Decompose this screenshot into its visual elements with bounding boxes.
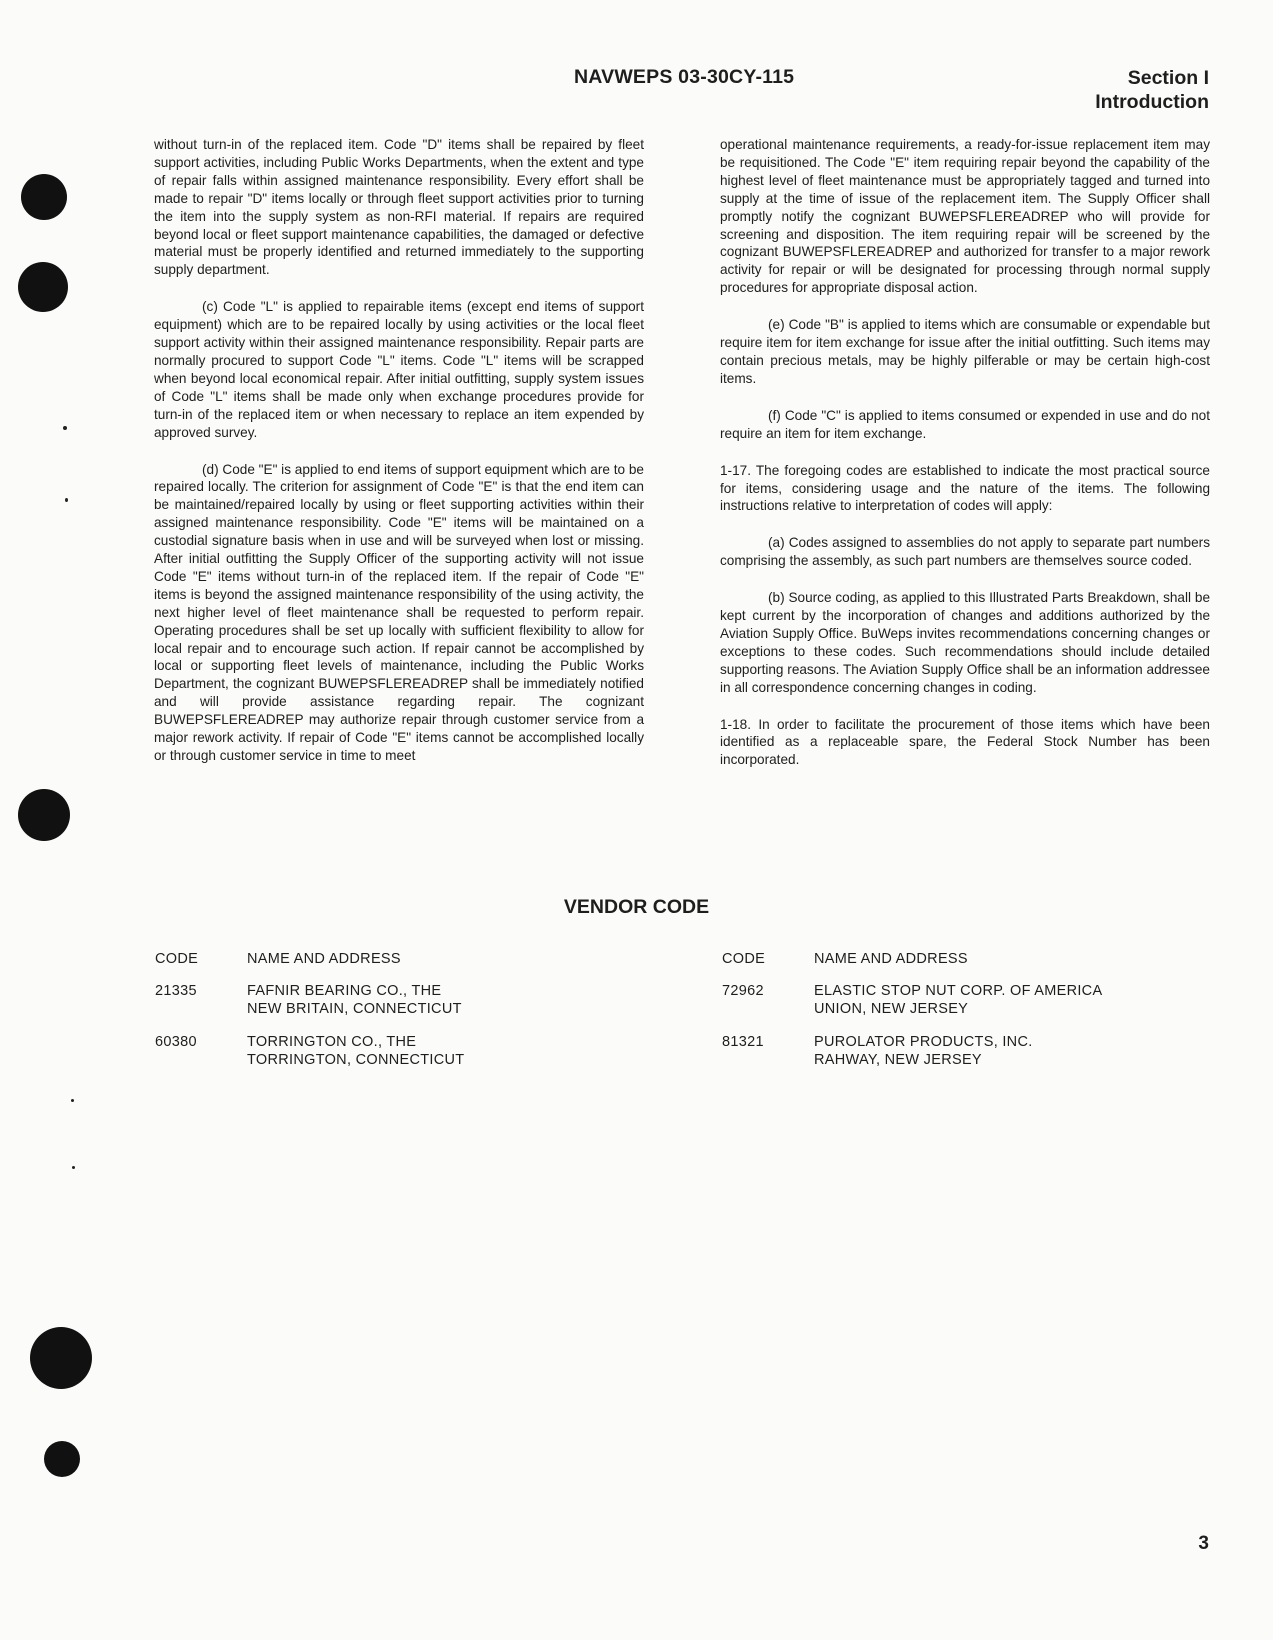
vendor-address: NEW BRITAIN, CONNECTICUT — [247, 1001, 462, 1017]
paragraph: operational maintenance requirements, a ready-for-issue replacement item may be requisitioned. The Code "E" item requiring repair beyond the capability of the highest level of fleet maintenance must be appropriately tagged and turned into supply at the time of issue of the replacement item. The Supply Officer shall promptly notify the cognizant BUWEPSFLEREADREP who will provide for screening and disposition. The item requiring repair will be screened by the cognizant BUWEPSFLEREADREP and authorized for transfer to a major rework activity for repair or will be designated for processing through normal supply procedures for appropriate disposal action. — [720, 137, 1210, 296]
vendor-row — [722, 1033, 1174, 1070]
vendor-name: FAFNIR BEARING CO., THE — [247, 982, 442, 999]
vendor-table-header — [155, 950, 607, 969]
vendor-row — [155, 982, 607, 1019]
paragraph: (f) Code "C" is applied to items consumed or expended in use and do not require an item for item exchange. — [720, 407, 1210, 441]
vendor-name-address — [247, 982, 607, 1019]
vendor-code-title: VENDOR CODE — [563, 896, 710, 918]
vendor-name: PUROLATOR PRODUCTS, INC. — [814, 1033, 1033, 1050]
vendor-table-header — [722, 950, 1174, 969]
vendor-code: 81321 — [722, 1033, 764, 1050]
vendor-code: 72962 — [722, 982, 764, 999]
right-text-column — [720, 136, 1210, 788]
vendor-address: TORRINGTON, CONNECTICUT — [247, 1052, 465, 1068]
code-column-header: CODE — [722, 951, 766, 967]
scan-speck — [71, 1099, 74, 1102]
section-label: Section I — [1127, 67, 1209, 89]
paragraph: (d) Code "E" is applied to end items of support equipment which are to be repaired locally. The criterion for assignment of Code "E" is that the end item can be maintained/repaired locally by using or fleet supporting activities within their assigned maintenance responsibility. Code "E" items will be maintained on a custodial signature basis when in use and will be surveyed when lost or missing. After initial outfitting the Supply Officer of the supporting activity will not issue Code "E" items without turn-in of the replaced item. If the repair of Code "E" items is beyond the assigned maintenance responsibility of the using activity, the next higher level of fleet maintenance shall be requested to perform repair. Operating procedures shall be set up locally with sufficient flexibility to allow for local repair and to encourage such action. If repair cannot be accomplished by local or supporting fleet levels of maintenance, including the Public Works Department, the cognizant BUWEPSFLEREADREP shall be immediately notified and will provide assistance regarding repair. The cognizant BUWEPSFLEREADREP may authorize repair through customer service from a major rework activity. If repair of Code "E" items cannot be accomplished locally or through customer service in time to meet — [154, 461, 644, 763]
paragraph: 1-18. In order to facilitate the procurement of those items which have been identified as a replaceable spare, the Federal Stock Number has been incorporated. — [720, 716, 1210, 768]
paragraph: (c) Code "L" is applied to repairable items (except end items of support equipment) which are to be repaired locally by using activities or the local fleet support activity within their assigned maintenance responsibility. Repair parts are normally procured to support Code "L" items. Code "L" items will be scrapped when beyond local economical repair. After initial outfitting, supply system issues of Code "L" items shall be made only when exchange procedures provide for turn-in of the replaced item or when necessary to replace an item expended by approved survey. — [154, 299, 644, 440]
paragraph: without turn-in of the replaced item. Code "D" items shall be repaired by fleet support activities, including Public Works Departments, when the extent and type of repair falls within assigned maintenance responsibility. Every effort shall be made to repair "D" items locally or through fleet support activities prior to turning the item into the supply system as non-RFI material. If repairs are required beyond local or fleet support maintenance capabilities, the damaged or defective material must be properly identified and returned immediately to the supporting supply department. — [154, 137, 644, 278]
vendor-address: UNION, NEW JERSEY — [814, 1001, 969, 1017]
binder-hole — [30, 1327, 92, 1389]
code-column-header: CODE — [155, 951, 199, 967]
vendor-name: TORRINGTON CO., THE — [247, 1033, 417, 1050]
vendor-name-address — [814, 982, 1174, 1019]
vendor-address: RAHWAY, NEW JERSEY — [814, 1052, 982, 1068]
scan-speck — [65, 498, 68, 502]
vendor-name: ELASTIC STOP NUT CORP. OF AMERICA — [814, 982, 1103, 999]
vendor-row — [722, 982, 1174, 1019]
vendor-table-right — [722, 950, 1174, 1084]
binder-hole — [18, 262, 68, 312]
scan-speck — [72, 1166, 75, 1169]
vendor-name-address — [814, 1033, 1174, 1070]
scan-speck — [63, 426, 67, 430]
document-number: NAVWEPS 03-30CY-115 — [574, 66, 795, 88]
vendor-row — [155, 1033, 607, 1070]
name-column-header: NAME AND ADDRESS — [814, 951, 968, 967]
vendor-code: 21335 — [155, 982, 197, 999]
binder-hole — [21, 174, 67, 220]
vendor-table-left — [155, 950, 607, 1084]
binder-hole — [18, 789, 70, 841]
paragraph: (a) Codes assigned to assemblies do not apply to separate part numbers comprising the assembly, as such part numbers are themselves source coded. — [720, 535, 1210, 569]
section-title: Introduction — [1095, 91, 1209, 113]
paragraph: 1-17. The foregoing codes are established to indicate the most practical source for items, considering usage and the nature of the items. The following instructions relative to interpretation of codes will apply: — [720, 462, 1210, 514]
paragraph: (e) Code "B" is applied to items which are consumable or expendable but require item for item exchange for issue after the initial outfitting. Such items may contain precious metals, may be highly pilferable or may be certain high-cost items. — [720, 317, 1210, 386]
paragraph: (b) Source coding, as applied to this Illustrated Parts Breakdown, shall be kept current by the incorporation of changes and additions authorized by the Aviation Supply Office. BuWeps invites recommendations concerning changes or exceptions to these codes. Such recommendations should include detailed supporting reasons. The Aviation Supply Office shall be an information addressee in all correspondence concerning changes in coding. — [720, 590, 1210, 695]
vendor-code: 60380 — [155, 1033, 197, 1050]
binder-hole — [44, 1441, 80, 1477]
section-heading — [1095, 66, 1209, 114]
vendor-name-address — [247, 1033, 607, 1070]
left-text-column — [154, 136, 644, 784]
page-number: 3 — [1198, 1533, 1209, 1554]
name-column-header: NAME AND ADDRESS — [247, 951, 401, 967]
